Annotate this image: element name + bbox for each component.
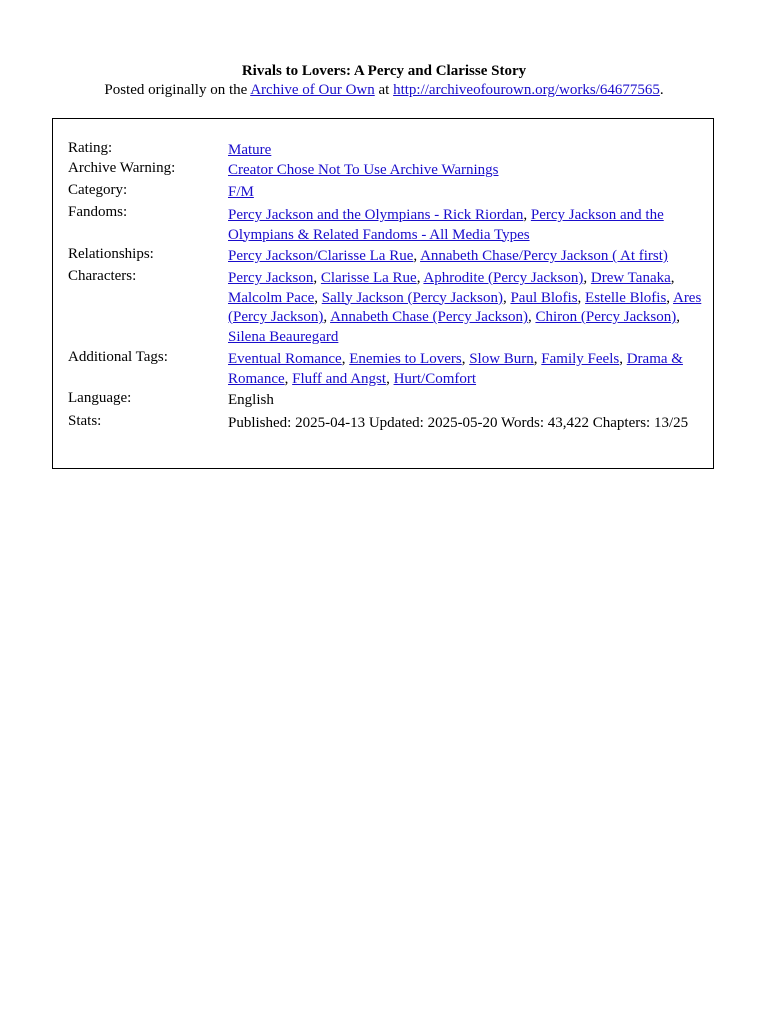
category-link[interactable]: F/M — [228, 184, 254, 200]
character-link[interactable]: Ares (Percy Jackson) — [228, 289, 702, 325]
at-text: at — [374, 82, 394, 98]
character-link[interactable]: Percy Jackson — [228, 270, 314, 286]
character-link[interactable]: Drew Tanaka — [590, 270, 671, 286]
relationships-label: Relationships: — [68, 246, 154, 262]
additional-tags-label: Additional Tags: — [68, 349, 168, 365]
rating-value — [228, 141, 703, 161]
tag-link[interactable]: Enemies to Lovers — [349, 351, 462, 367]
language-value: English — [228, 392, 274, 408]
character-link[interactable]: Silena Beauregard — [228, 328, 339, 345]
character-link[interactable]: Aphrodite (Percy Jackson) — [423, 270, 584, 286]
tag-link[interactable]: Slow Burn — [469, 351, 534, 367]
work-title: Rivals to Lovers: A Percy and Clarisse Story — [241, 63, 527, 79]
posted-prefix: Posted originally on the — [104, 82, 251, 98]
characters-value: Percy Jackson, Clarisse La Rue, Aphrodite (Percy Jackson), Drew Tanaka, Malcolm Pace, Sally Jackson (Percy Jackson), Paul Blofis, Estelle Blofis, Ares (Percy Jackson), Annabeth Chase (Percy Jackson), Chiron (Percy Jackson), Silena Beauregard — [228, 270, 702, 345]
category-label: Category: — [68, 182, 128, 198]
character-link[interactable]: Annabeth Chase (Percy Jackson) — [330, 309, 528, 325]
archive-link[interactable]: Archive of Our Own — [250, 82, 375, 98]
fandom-link[interactable]: Percy Jackson and the Olympians - Rick Riordan — [228, 207, 524, 223]
additional-tags-value: Eventual Romance, Enemies to Lovers, Slow Burn, Family Feels, Drama & Romance, Fluff and Angst, Hurt/Comfort — [228, 351, 683, 387]
tag-link[interactable]: Family Feels — [541, 351, 620, 367]
posted-line — [0, 81, 768, 100]
fandoms-value: Percy Jackson and the Olympians - Rick Riordan, Percy Jackson and the Olympians & Related Fandoms - All Media Types — [228, 207, 664, 243]
tag-link[interactable]: Hurt/Comfort — [393, 370, 477, 387]
archive-warning-label: Archive Warning: — [68, 160, 176, 176]
tag-link[interactable]: Drama & Romance — [228, 351, 683, 387]
fandom-link[interactable]: Percy Jackson and the Olympians & Related Fandoms - All Media Types — [228, 207, 664, 243]
rating-label: Rating: — [68, 140, 113, 156]
work-url-link[interactable]: http://archiveofourown.org/works/64677565 — [393, 82, 660, 98]
fandoms-label: Fandoms: — [68, 204, 128, 220]
end-period: . — [659, 82, 664, 98]
character-link[interactable]: Clarisse La Rue — [320, 270, 417, 286]
character-link[interactable]: Sally Jackson (Percy Jackson) — [321, 289, 503, 306]
stats-value: Published: 2025-04-13 Updated: 2025-05-20 Words: 43,422 Chapters: 13/25 — [228, 415, 689, 431]
relationship-link[interactable]: Annabeth Chase/Percy Jackson ( At first) — [420, 248, 668, 264]
category-value — [228, 183, 703, 203]
work-meta-box — [52, 118, 714, 469]
language-label: Language: — [68, 390, 132, 406]
character-link[interactable]: Paul Blofis — [510, 289, 578, 306]
relationships-value: Percy Jackson/Clarisse La Rue, Annabeth Chase/Percy Jackson ( At first) — [228, 248, 668, 264]
stats-label: Stats: — [68, 413, 102, 429]
tag-link[interactable]: Fluff and Angst — [292, 370, 387, 387]
relationship-link[interactable]: Percy Jackson/Clarisse La Rue — [228, 248, 414, 264]
tag-link[interactable]: Eventual Romance — [228, 351, 342, 367]
character-link[interactable]: Malcolm Pace — [228, 289, 315, 306]
rating-link[interactable]: Mature — [228, 142, 272, 158]
archive-warning-link[interactable]: Creator Chose Not To Use Archive Warnings — [228, 162, 499, 178]
work-header — [0, 62, 768, 100]
character-link[interactable]: Estelle Blofis — [585, 289, 667, 306]
archive-warning-value — [228, 161, 703, 181]
character-link[interactable]: Chiron (Percy Jackson) — [535, 309, 677, 325]
characters-label: Characters: — [68, 268, 137, 284]
